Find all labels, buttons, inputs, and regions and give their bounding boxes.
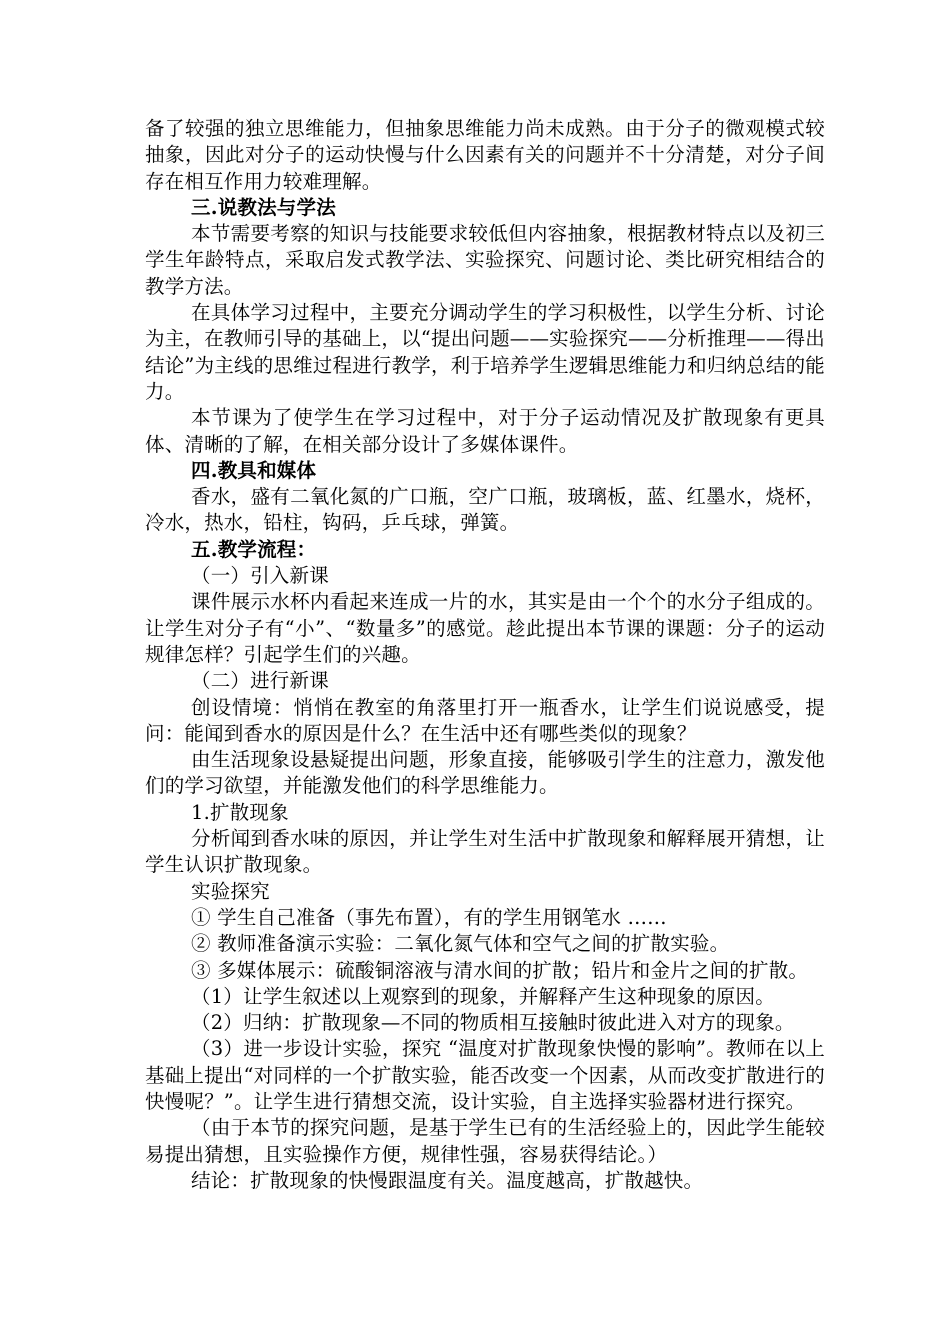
body-paragraph: （由于本节的探究问题，是基于学生已有的生活经验上的，因此学生能较易提出猜想，且实验操作方便，规律性强，容易获得结论。） <box>145 1116 825 1166</box>
body-paragraph: 分析闻到香水味的原因，并让学生对生活中扩散现象和解释展开猜想，让学生认识扩散现象。 <box>145 827 825 877</box>
document-page <box>145 116 825 1194</box>
sub-item: ① 学生自己准备（事先布置），有的学生用钢笔水 …… <box>191 905 667 929</box>
section-heading: 四.教具和媒体 <box>191 458 317 482</box>
body-paragraph: （3）进一步设计实验，探究 “温度对扩散现象快慢的影响”。教师在以上基础上提出“对同样的一个扩散实验，能否改变一个因素，从而改变扩散进行的快慢呢？”。让学生进行猜想交流，设计实验，自主选择实验器材进行探究。 <box>145 1037 825 1113</box>
body-paragraph: ③ 多媒体展示：硫酸铜溶液与清水间的扩散；铅片和金片之间的扩散。 <box>191 958 809 982</box>
section-heading: 五.教学流程： <box>191 537 317 561</box>
sub-item: 1.扩散现象 <box>191 800 289 824</box>
sub-item: ② 教师准备演示实验：二氧化氮气体和空气之间的扩散实验。 <box>191 932 730 956</box>
body-paragraph: （1）让学生叙述以上观察到的现象，并解释产生这种现象的原因。 <box>191 984 775 1008</box>
body-paragraph: 创设情境：悄悄在教室的角落里打开一瓶香水，让学生们说说感受，提问：能闻到香水的原因是什么？在生活中还有哪些类似的现象？ <box>145 695 825 745</box>
body-paragraph: 香水，盛有二氧化氮的广口瓶，空广口瓶，玻璃板，蓝、红墨水，烧杯，冷水，热水，铅柱，钩码，乒乓球，弹簧。 <box>145 485 825 535</box>
body-paragraph: （2）归纳：扩散现象—不同的物质相互接触时彼此进入对方的现象。 <box>191 1011 795 1035</box>
sub-item: 实验探究 <box>191 879 270 903</box>
body-paragraph: 在具体学习过程中，主要充分调动学生的学习积极性，以学生分析、讨论为主，在教师引导的基础上，以“提出问题——实验探究——分析推理——得出结论”为主线的思维过程进行教学，利于培养学生逻辑思维能力和归纳总结的能力。 <box>145 301 825 403</box>
sub-item: （二）进行新课 <box>191 669 329 693</box>
body-paragraph: 本节需要考察的知识与技能要求较低但内容抽象，根据教材特点以及初三学生年龄特点，采取启发式教学法、实验探究、问题讨论、类比研究相结合的教学方法。 <box>145 222 825 298</box>
body-paragraph-continued: 备了较强的独立思维能力，但抽象思维能力尚未成熟。由于分子的微观模式较抽象，因此对分子的运动快慢与什么因素有关的问题并不十分清楚，对分子间存在相互作用力较难理解。 <box>145 117 825 193</box>
section-heading: 三.说教法与学法 <box>191 195 336 219</box>
body-paragraph: 本节课为了使学生在学习过程中，对于分子运动情况及扩散现象有更具体、清晰的了解，在相关部分设计了多媒体课件。 <box>145 406 825 456</box>
body-paragraph: 结论：扩散现象的快慢跟温度有关。温度越高，扩散越快。 <box>191 1168 704 1192</box>
body-paragraph: 课件展示水杯内看起来连成一片的水，其实是由一个个的水分子组成的。让学生对分子有“小”、“数量多”的感觉。趁此提出本节课的课题：分子的运动规律怎样？引起学生们的兴趣。 <box>145 590 825 666</box>
body-paragraph: 由生活现象设悬疑提出问题，形象直接，能够吸引学生的注意力，激发他们的学习欲望，并能激发他们的科学思维能力。 <box>145 748 825 798</box>
sub-item: （一）引入新课 <box>191 564 329 588</box>
